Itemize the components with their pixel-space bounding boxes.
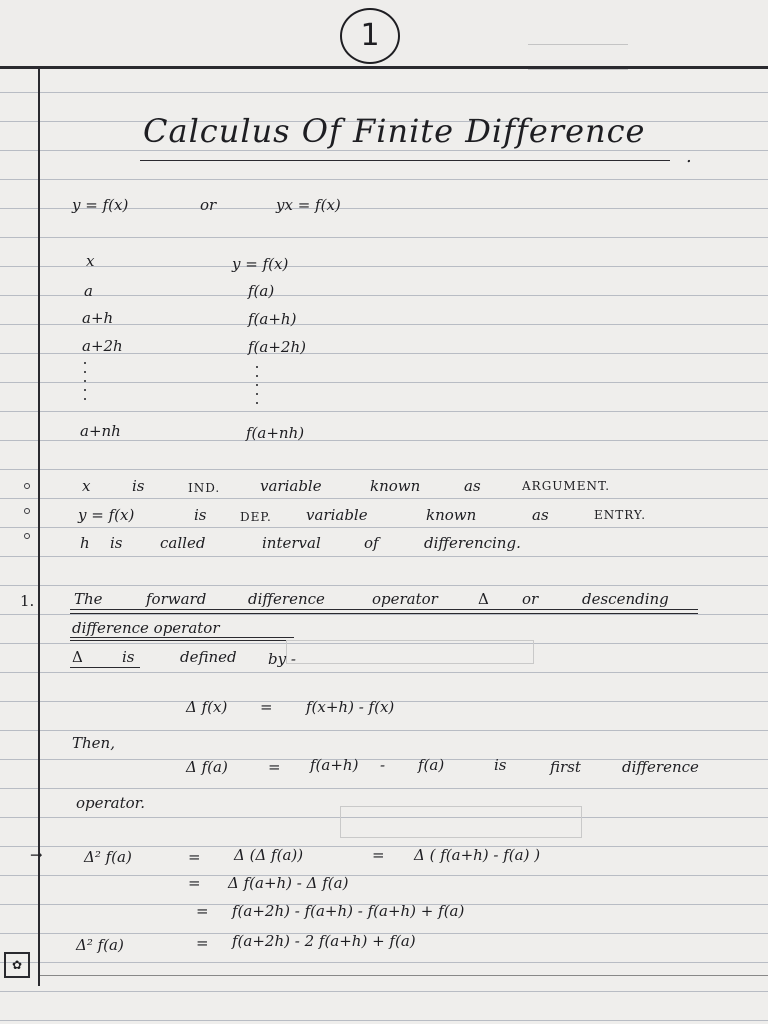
def-word: variable: [260, 477, 322, 495]
then-label: Then,: [72, 734, 115, 752]
step-equals: =: [196, 902, 209, 920]
def-word: known: [370, 477, 421, 495]
table-header-x: x: [86, 252, 95, 270]
table-cell-x: a+nh: [80, 422, 121, 440]
formula-lhs: Δ f(x): [186, 698, 228, 716]
def-word: interval: [262, 534, 321, 552]
step-term: f(a+2h) - f(a+h) - f(a+h) + f(a): [232, 902, 465, 920]
page-number-circle: 1: [340, 8, 400, 64]
formula-term: -: [380, 756, 386, 774]
ellipsis-dots-y: [256, 366, 258, 411]
def-word: variable: [306, 506, 368, 524]
def-word: as: [532, 506, 549, 524]
operator-label: operator.: [76, 794, 145, 812]
step-term: Δ f(a+h) - Δ f(a): [228, 874, 349, 892]
section-word: by -: [268, 650, 296, 668]
section-word: operator: [372, 590, 438, 608]
result-equals: =: [196, 934, 209, 952]
section-word: is: [122, 648, 135, 666]
faint-box: [286, 640, 534, 664]
table-header-y: y = f(x): [232, 255, 289, 273]
section-word: descending: [582, 590, 669, 608]
notation-eq2: yx = f(x): [276, 196, 341, 214]
table-cell-x: a+h: [82, 309, 114, 327]
table-cell-y: f(a+nh): [246, 424, 305, 442]
def-word: is: [194, 506, 207, 524]
faint-box: [340, 806, 582, 838]
no-date-fields: [528, 20, 628, 70]
def-word: ARGUMENT.: [522, 479, 611, 493]
step-equals: =: [188, 874, 201, 892]
step-equals: =: [372, 846, 385, 864]
notation-eq1: y = f(x): [72, 196, 129, 214]
step-equals: =: [188, 848, 201, 866]
section-underline: [70, 640, 294, 641]
section-underline: [70, 609, 698, 610]
def-word: DEP.: [240, 510, 272, 524]
section-word: difference: [248, 590, 325, 608]
page-title: Calculus Of Finite Difference: [143, 112, 646, 150]
table-cell-x: a+2h: [82, 337, 123, 355]
bullet-icon: [24, 533, 30, 539]
notation-or: or: [200, 196, 217, 214]
delta-symbol: Δ: [72, 648, 83, 666]
title-dot: .: [686, 146, 692, 167]
section-line2: difference operator: [72, 619, 220, 637]
table-cell-y: f(a+2h): [248, 338, 306, 356]
def-word: known: [426, 506, 477, 524]
step-term: Δ (Δ f(a)): [234, 846, 304, 864]
def-word: IND.: [188, 481, 221, 495]
formula-word: is: [494, 756, 507, 774]
step-term: Δ ( f(a+h) - f(a) ): [414, 846, 541, 864]
table-cell-y: f(a+h): [248, 310, 297, 328]
table-cell-x: a: [84, 282, 93, 300]
formula-equals: =: [268, 758, 281, 776]
def-word: y = f(x): [78, 506, 135, 524]
bottom-rule: [40, 975, 768, 976]
formula-word: first: [550, 758, 581, 776]
title-underline: [140, 160, 670, 161]
section-word: or: [522, 590, 539, 608]
second-diff-lhs: Δ² f(a): [84, 848, 132, 866]
def-word: x: [82, 477, 91, 495]
def-word: is: [110, 534, 123, 552]
formula-lhs: Δ f(a): [186, 758, 228, 776]
formula-term: f(a+h): [310, 756, 359, 774]
section-number: 1.: [20, 592, 35, 610]
section-underline: [70, 667, 140, 668]
section-word: forward: [146, 590, 207, 608]
def-word: ENTRY.: [594, 508, 647, 522]
result-rhs: f(a+2h) - 2 f(a+h) + f(a): [232, 932, 416, 950]
section-word: defined: [180, 648, 237, 666]
bullet-icon: [24, 508, 30, 514]
result-lhs: Δ² f(a): [76, 936, 124, 954]
ellipsis-dots-x: [84, 362, 86, 407]
def-word: differencing.: [424, 534, 521, 552]
def-word: h: [80, 534, 90, 552]
top-margin-rule: [0, 66, 768, 69]
formula-word: difference: [622, 758, 699, 776]
formula-term: f(a): [418, 756, 445, 774]
table-cell-y: f(a): [248, 282, 275, 300]
def-word: of: [364, 534, 379, 552]
def-word: is: [132, 477, 145, 495]
section-underline: [70, 613, 698, 614]
bullet-icon: [24, 483, 30, 489]
delta-symbol: Δ: [478, 590, 489, 608]
section-underline: [70, 637, 294, 638]
def-word: called: [160, 534, 206, 552]
notebook-logo-icon: ✿: [4, 952, 30, 978]
arrow-icon: →: [30, 846, 43, 864]
formula-rhs: f(x+h) - f(x): [306, 698, 395, 716]
def-word: as: [464, 477, 481, 495]
formula-equals: =: [260, 698, 273, 716]
section-word: The: [74, 590, 103, 608]
